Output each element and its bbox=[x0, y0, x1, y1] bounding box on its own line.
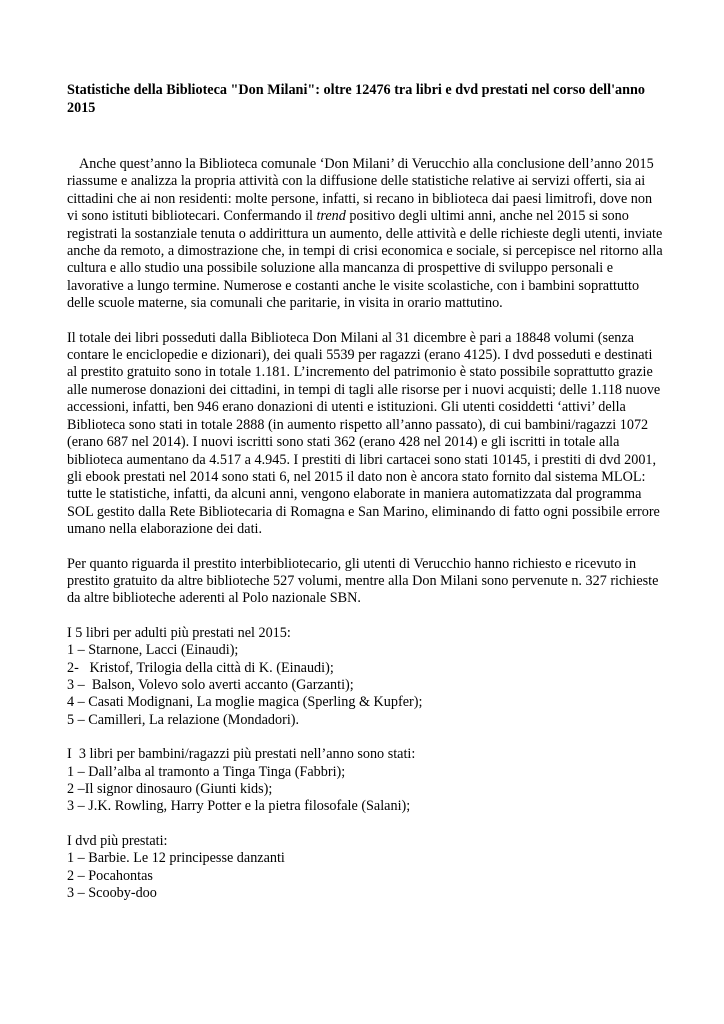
adult-books-list bbox=[67, 625, 664, 729]
list-item: 1 – Starnone, Lacci (Einaudi); bbox=[67, 642, 239, 659]
kids-books-list bbox=[67, 746, 664, 816]
list-item: 1 – Dall’alba al tramonto a Tinga Tinga (Fabbri); bbox=[67, 763, 346, 780]
document-title: Statistiche della Biblioteca "Don Milani": oltre 12476 tra libri e dvd prestati nel corso dell'anno 2015 bbox=[67, 82, 645, 116]
list-item: 5 – Camilleri, La relazione (Mondadori). bbox=[67, 711, 300, 728]
intro-paragraph bbox=[67, 156, 664, 313]
list-item: 3 – Scooby-doo bbox=[67, 885, 157, 902]
list-item: 2- Kristof, Trilogia della città di K. (Einaudi); bbox=[67, 659, 334, 676]
intro-text-start: Anche quest’anno la Biblioteca comunale ‘Don Milani’ di Verucchio alla conclusione dell’anno 2015 riassume e analizza la propria attività con la diffusione delle statistiche relative ai servizi offerti, sia ai cittadini che ai non residenti: molte persone, infatti, si recano in biblioteca dai paesi limitrofi, dove non vi sono istituti bibliotecari. Confermando il bbox=[67, 156, 654, 225]
intro-text-end: positivo degli ultimi anni, anche nel 2015 si sono registrati la sostanziale tenuta o addirittura un aumento, delle attività e delle richieste degli utenti, inviate anche da remoto, a dimostrazione che, in tempi di crisi economica e sociale, si percepisce nel ritorno alla cultura e allo studio una possibile soluzione alla mancanza di prospettive di sviluppo personali e lavorative a lungo termine. Numerose e costanti anche le visite scolastiche, con i bambini soprattutto delle scuole materne, sia comunali che paritarie, in visita in orario mattutino. bbox=[67, 208, 663, 312]
kids-books-heading: I 3 libri per bambini/ragazzi più prestati nell’anno sono stati: bbox=[67, 746, 416, 763]
trend-word: trend bbox=[316, 208, 346, 225]
adult-books-heading: I 5 libri per adulti più prestati nel 2015: bbox=[67, 624, 291, 641]
interlibrary-paragraph: Per quanto riguarda il prestito interbibliotecario, gli utenti di Verucchio hanno richiesto e ricevuto in prestito gratuito da altre biblioteche 527 volumi, mentre alla Don Milani sono pervenute n. 327 richieste da altre biblioteche aderenti al Polo nazionale SBN. bbox=[67, 555, 659, 607]
holdings-paragraph: Il totale dei libri posseduti dalla Biblioteca Don Milani al 31 dicembre è pari a 18848 volumi (senza contare le enciclopedie e dizionari), dei quali 5539 per ragazzi (erano 4125). I dvd posseduti e destinati al prestito gratuito sono in totale 1.181. L’incremento del patrimonio è stato possibile soprattutto grazie alle numerose donazioni dei cittadini, in tempi di tagli alle risorse per i nuovi acquisti; delle 1.118 nuove accessioni, infatti, ben 946 erano donazioni di utenti e istituzioni. Gli utenti cosiddetti ‘attivi’ della Biblioteca sono stati in totale 2888 (in aumento rispetto all’anno passato), di cui bambini/ragazzi 1072 (erano 687 nel 2014). I nuovi iscritti sono stati 362 (erano 428 nel 2014) e gli iscritti in totale alla biblioteca aumentano da 4.517 a 4.945. I prestiti di libri cartacei sono stati 10145, i prestiti di dvd 2001, gli ebook prestati nel 2014 sono stati 6, nel 2015 il dato non è ancora stato fornito dal sistema MLOL: tutte le statistiche, infatti, da alcuni anni, vengono elaborate in maniera automatizzata dal programma SOL gestito dalla Rete Bibliotecaria di Romagna e San Marino, eliminando di fatto ogni possibile errore umano nella elaborazione dei dati. bbox=[67, 329, 661, 538]
list-item: 1 – Barbie. Le 12 principesse danzanti bbox=[67, 850, 285, 867]
list-item: 3 – Balson, Volevo solo averti accanto (Garzanti); bbox=[67, 676, 354, 693]
list-item: 3 – J.K. Rowling, Harry Potter e la pietra filosofale (Salani); bbox=[67, 798, 411, 815]
dvd-heading: I dvd più prestati: bbox=[67, 832, 168, 849]
list-item: 4 – Casati Modignani, La moglie magica (Sperling & Kupfer); bbox=[67, 694, 423, 711]
list-item: 2 –Il signor dinosauro (Giunti kids); bbox=[67, 781, 273, 797]
list-item: 2 – Pocahontas bbox=[67, 867, 153, 884]
dvd-list bbox=[67, 833, 664, 903]
